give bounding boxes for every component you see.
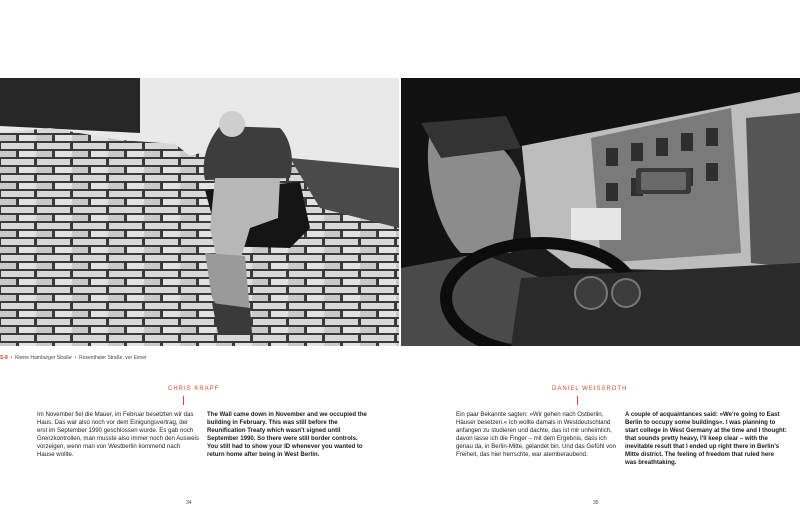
interview-text-en-left: The Wall came down in November and we occupied the building in February. This was still before the Reunification Treaty which wasn't signed until September 1990. So there were still border controls. You still had to show your ID whenever you wanted to return home after being in West Berlin. — [207, 411, 367, 458]
interview-text-de-left: Im November fiel die Mauer, im Februar besetzten wir das Haus. Das war also noch vor dem Einigungsvertrag, der erst im September 1990 geschlossen wurde. Es gab noch Grenzkontrollen, man musste also immer noch den Ausweis vorzeigen, wenn man von Westberlin kommend nach Hause wollte. — [37, 411, 199, 458]
caption-bullet-icon: • — [9, 355, 14, 361]
photo-van-driver-graphic — [401, 78, 800, 346]
page-number-right: 35 — [593, 500, 599, 506]
caption-item-1: Kleine Hamburger Straße — [15, 355, 72, 361]
interview-text-en-right: A couple of acquaintances said: »We're going to East Berlin to occupy some buildings«. I was planning to start college in West Germany at the time and I thought: that sounds pretty heavy, I'll keep clear – with the inevitable result that I ended up right there in Berlin's Mitte district. The feeling of freedom that ruled here was breathtaking. — [625, 411, 787, 466]
interview-text-de-right: Ein paar Bekannte sagten: »Wir gehen nach Ostberlin, Häuser besetzen.« Ich wollte damals in Westdeutschland anfangen zu studieren und dachte, das ist mir unheimlich, davon lasse ich die Finger – mit dem Ergebnis, dass ich genau da, in Berlin-Mitte, gelandet bin. Und das Gefühl von Freiheit, das hier herrschte, war atemberaubend. — [456, 411, 616, 458]
author-name-right: DANIEL WEISSROTH — [552, 386, 628, 392]
author-divider-left — [183, 396, 184, 405]
page-number-left: 34 — [186, 500, 192, 506]
caption-bullet-icon: • — [73, 355, 78, 361]
author-name-left: CHRIS KRAPF — [168, 386, 220, 392]
photo-brick-wall-climber — [0, 78, 399, 346]
caption-item-2: Rosenthaler Straße, vor Eimer — [79, 355, 147, 361]
photo-brick-wall-graphic — [0, 78, 399, 346]
caption-label: S-8 — [0, 355, 8, 361]
photo-van-driver — [401, 78, 800, 346]
photo-caption — [0, 355, 147, 361]
author-divider-right — [577, 396, 578, 405]
